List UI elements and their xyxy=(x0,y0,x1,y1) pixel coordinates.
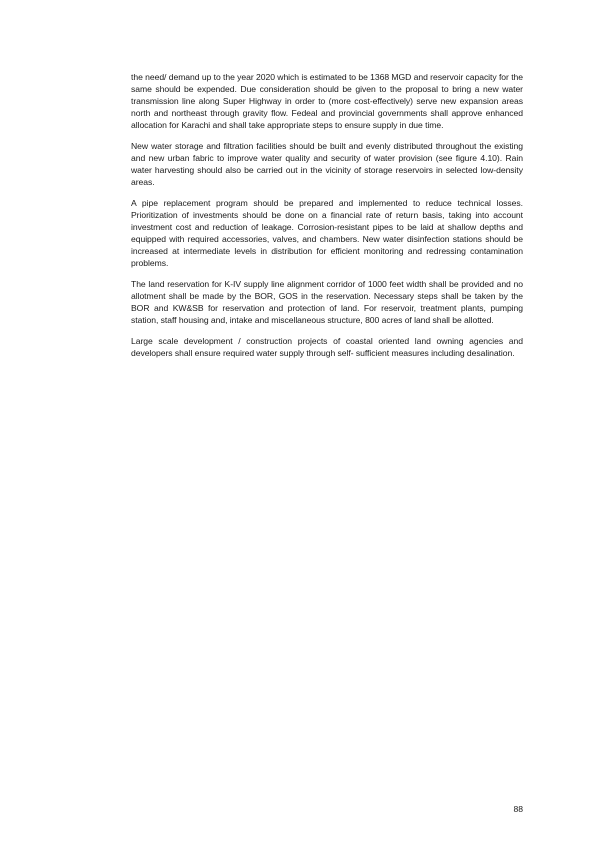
paragraph-water-storage: New water storage and filtration facilities should be built and evenly distributed throughout the existing and new urban fabric to improve water quality and security of water provision (see figure 4.10). Rain water harvesting should also be carried out in the vicinity of storage reservoirs in selected low-density areas. xyxy=(131,140,523,188)
page-number: 88 xyxy=(513,804,523,814)
paragraph-water-demand: the need/ demand up to the year 2020 which is estimated to be 1368 MGD and reservoir capacity for the same should be expended. Due consideration should be given to the proposal to bring a new water transmission line along Super Highway in order to (more cost-effectively) serve new expansion areas north and northeast through gravity flow. Fedeal and provincial governments shall approve enhanced allocation for Karachi and shall take appropriate steps to ensure supply in due time. xyxy=(131,72,523,131)
paragraph-land-reservation: The land reservation for K-IV supply line alignment corridor of 1000 feet width shall be provided and no allotment shall be made by the BOR, GOS in the reservation. Necessary steps shall be taken by the BOR and KW&SB for reservation and protection of land. For reservoir, treatment plants, pumping station, staff housing and, intake and miscellaneous structure, 800 acres of land shall be allotted. xyxy=(131,278,523,326)
paragraph-large-scale-development: Large scale development / construction projects of coastal oriented land owning agencies and developers shall ensure required water supply through self- sufficient measures including desalination. xyxy=(131,335,523,358)
body-text xyxy=(131,71,523,367)
paragraph-pipe-replacement: A pipe replacement program should be prepared and implemented to reduce technical losses. Prioritization of investments should be done on a financial rate of return basis, taking into account investment cost and reduction of leakage. Corrosion-resistant pipes to be laid at shallow depths and equipped with required accessories, valves, and chambers. New water disinfection stations should be increased at intermediate levels in distribution for efficient monitoring and redressing contamination problems. xyxy=(131,197,523,269)
